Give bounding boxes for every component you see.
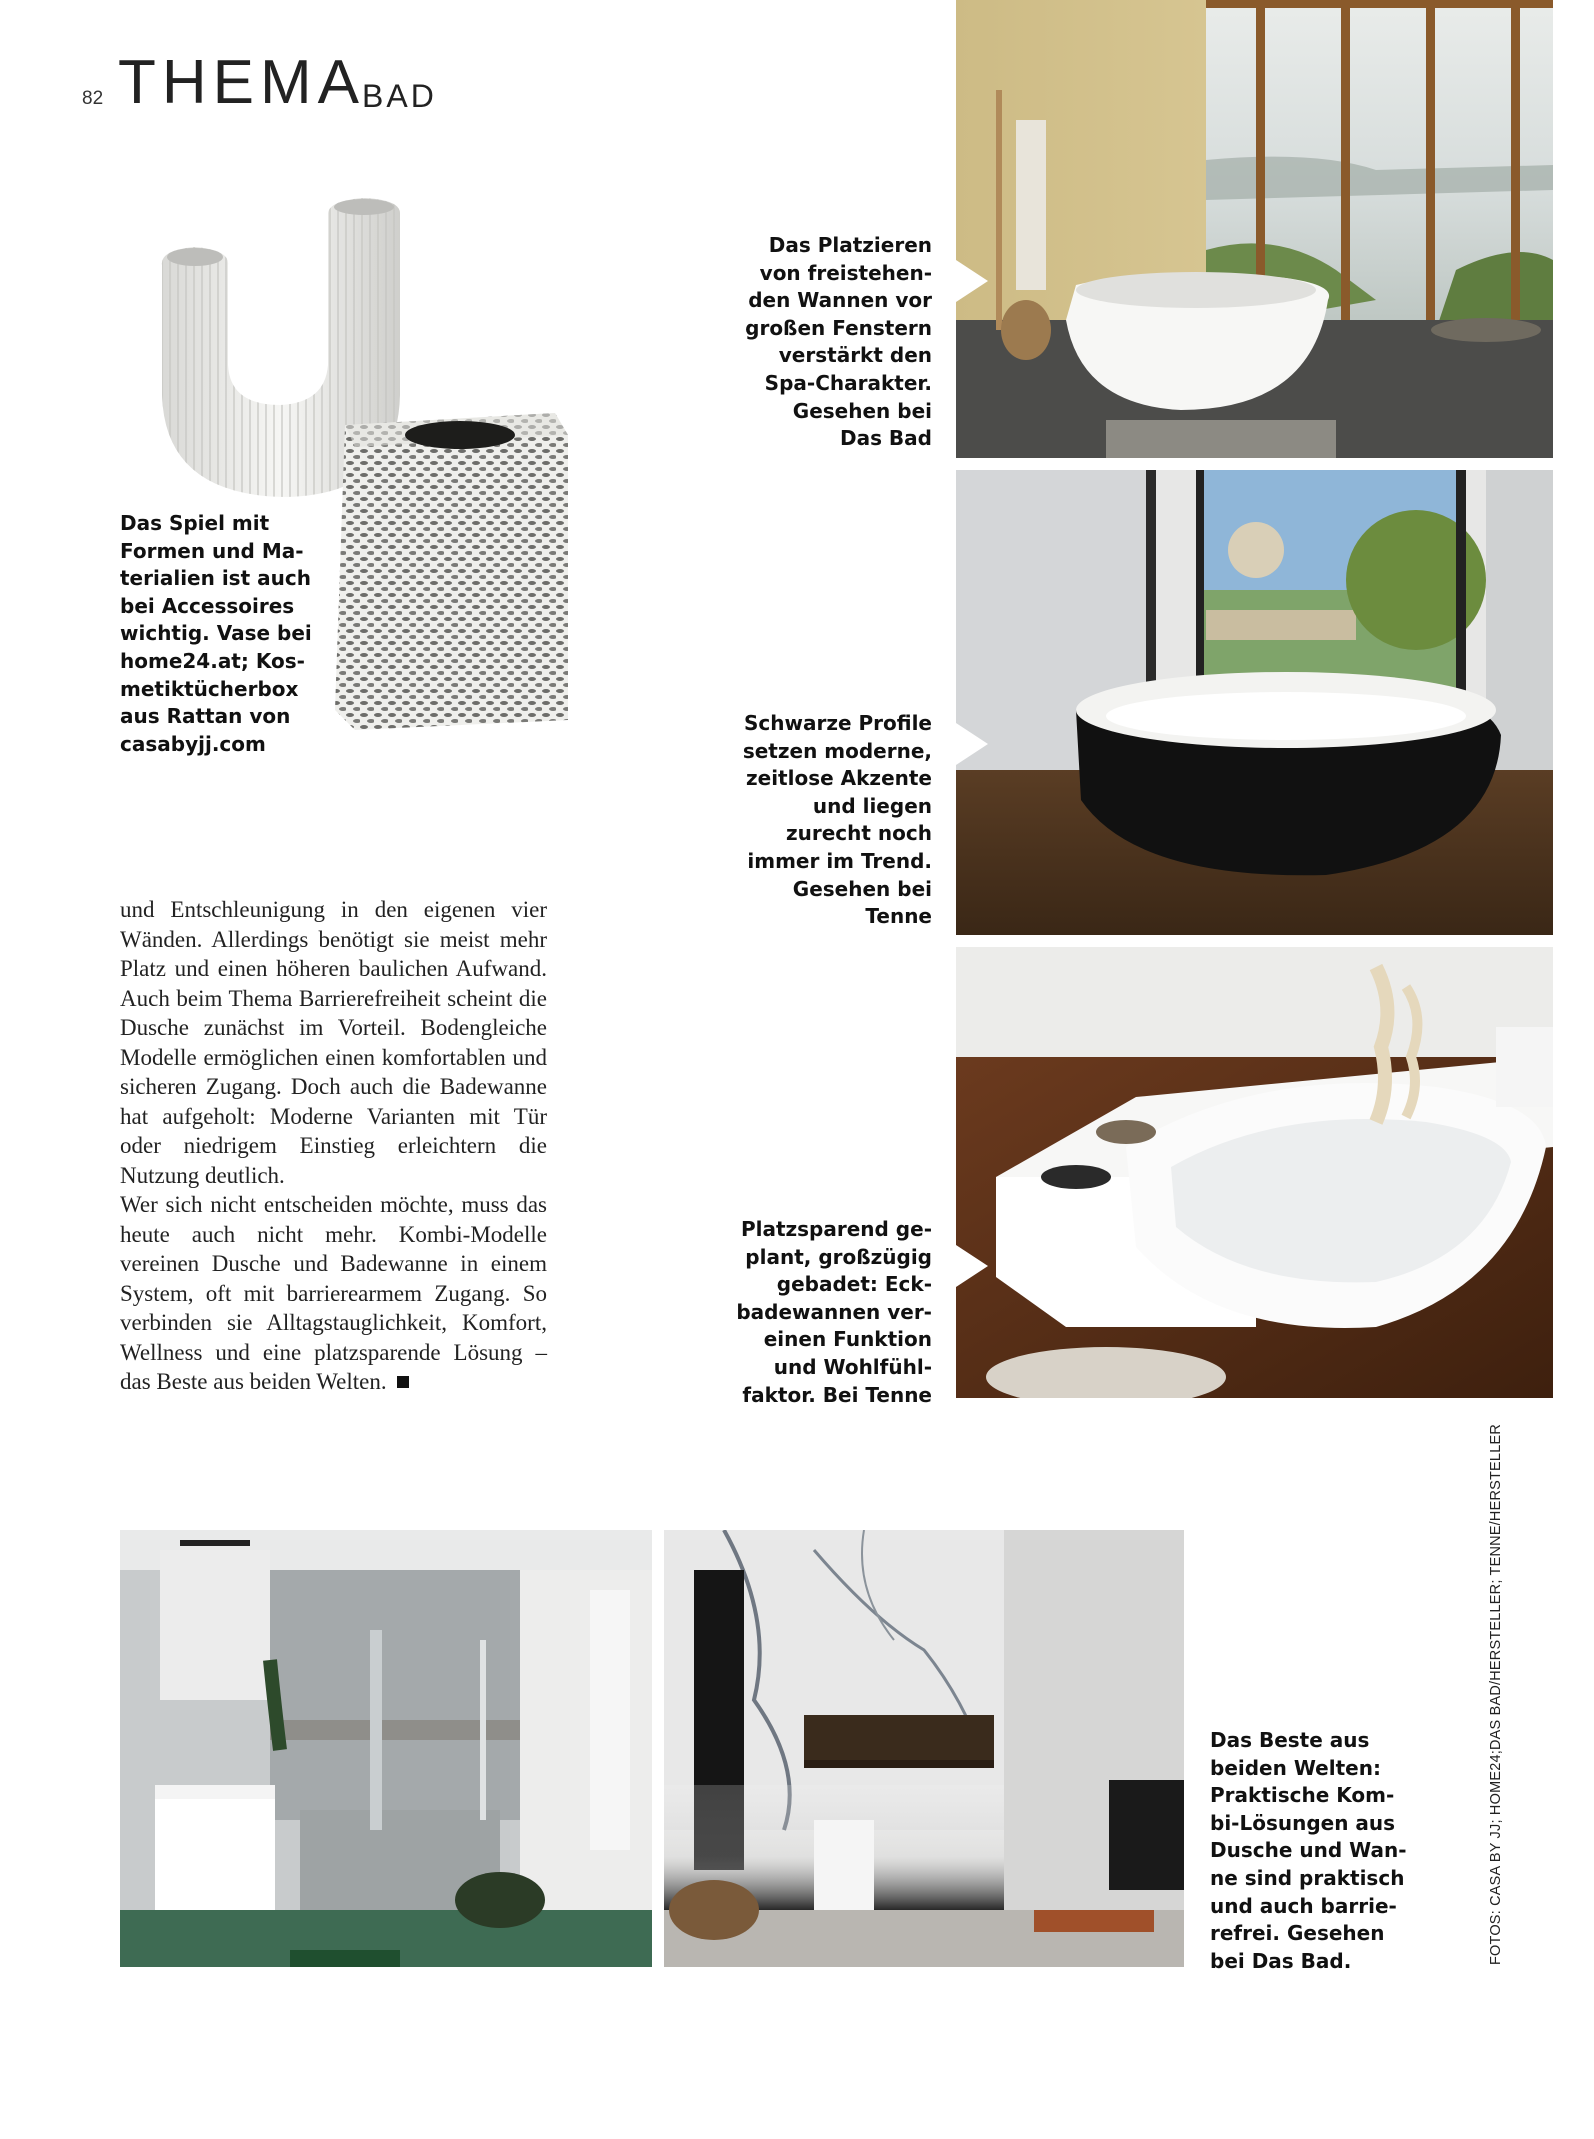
article-paragraph-2	[120, 1190, 547, 1397]
caption-black-profiles: Schwarze Profile setzen moderne, zeitlose Akzente und liegen zurecht noch immer im Trend. Gesehen bei Tenne	[742, 711, 932, 929]
black-tub-photo	[956, 470, 1553, 935]
page-number: 82	[82, 88, 104, 109]
caption-freestanding: Das Platzieren von freistehen- den Wannen vor großen Fenstern verstärkt den Spa-Charakter. Gesehen bei Das Bad	[745, 233, 932, 451]
article-paragraph-2-text: Wer sich nicht entscheiden möchte, muss das heute auch nicht mehr. Kombi-Modelle vereinen Dusche und Badewanne in einem System, oft mit barrierearmem Zugang. So verbinden sie Alltagstauglichkeit, Komfort, Wellness und eine platzsparende Lösung – das Beste aus beiden Welten.	[120, 1192, 547, 1394]
combi-bath-grey-photo	[120, 1530, 652, 1967]
caption-pointer-2	[956, 723, 988, 765]
article-body	[120, 895, 547, 1397]
combi-bath-marble-photo	[664, 1530, 1184, 1967]
freestanding-tub-photo	[956, 0, 1553, 458]
caption-accessories: Das Spiel mit Formen und Ma- terialien ist auch bei Accessoires wichtig. Vase bei home24.at; Kos- metiktücherbox aus Rattan von casabyjj.com	[120, 511, 312, 756]
caption-pointer-1	[956, 260, 988, 302]
end-of-article-mark	[397, 1376, 409, 1388]
caption-combi: Das Beste aus beiden Welten: Praktische Kom- bi-Lösungen aus Dusche und Wan- ne sind praktisch und auch barrie- refrei. Gesehen bei Das Bad.	[1210, 1728, 1407, 1973]
caption-pointer-3	[956, 1245, 988, 1287]
caption-corner-tub: Platzsparend ge- plant, großzügig gebadet: Eck- badewannen ver- einen Funktion und Wohlfühl- faktor. Bei Tenne	[736, 1217, 932, 1407]
subsection-title: BAD	[362, 78, 437, 114]
photo-credits: FOTOS: CASA BY JJ; HOME24;DAS BAD/HERSTELLER; TENNE/HERSTELLER	[1488, 1424, 1504, 1965]
article-paragraph-1: und Entschleunigung in den eigenen vier Wänden. Allerdings benötigt sie meist mehr Platz und einen höheren baulichen Aufwand. Auch beim Thema Barrierefreiheit scheint die Dusche zunächst im Vorteil. Bodengleiche Modelle ermöglichen einen komfortablen und sicheren Zugang. Doch auch die Badewanne hat aufgeholt: Moderne Varianten mit Tür oder niedrigem Einstieg erleichtern die Nutzung deutlich.	[120, 897, 547, 1188]
corner-tub-photo	[956, 947, 1553, 1398]
section-title: THEMA	[118, 48, 365, 117]
